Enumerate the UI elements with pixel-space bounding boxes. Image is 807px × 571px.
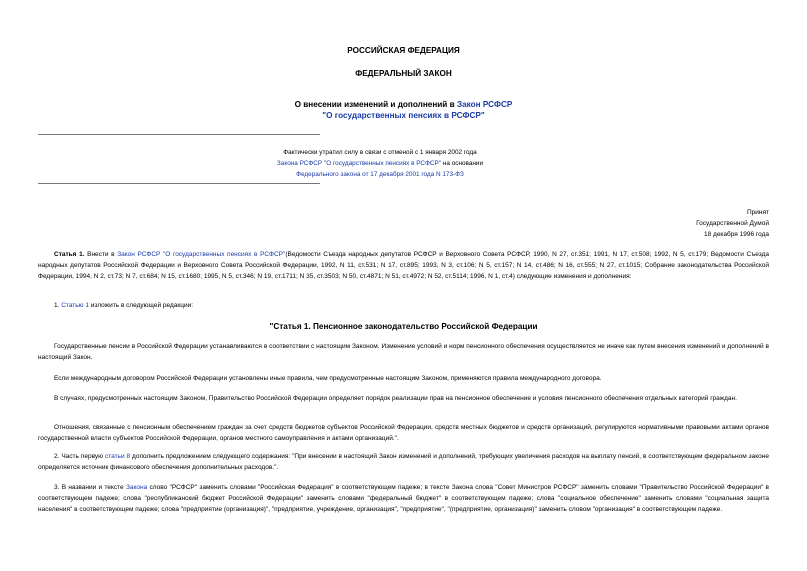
item-3-text: слово "РСФСР" заменить словами "Российская Федерация" в соответствующем падеже; в тексте Закона слова "Совет Министров РСФСР" заменить словами "Правительство Российской Федерации" в соответствующем падеже; слова "республиканский бюджет Российской Федерации" заменить словами "федеральный бюджет" в соответствующем падеже; слова "социальное обеспечение" заменить словами "социальная защита населения" в соответствующем падеже; слова "предприятие (организация)", "предприятие, учреждение, организация", "предприятие", "(предприятие, организация)" заменить словом "организация" в соответствующем падеже. xyxy=(38,484,769,514)
paragraph-2: Если международным договором Российской Федерации установлены иные правила, чем предусмотренные настоящим Законом, применяются правила международного договора. xyxy=(54,375,602,382)
item-1 xyxy=(54,300,769,311)
status-note-line2-text: на основании xyxy=(441,160,484,167)
law-title-prefix: О внесении изменений и дополнений в xyxy=(294,100,457,109)
item-2-link[interactable]: статьи 8 xyxy=(104,453,131,460)
law-title xyxy=(0,99,807,121)
status-note-line3 xyxy=(0,169,760,180)
status-note-law-link[interactable]: Закона РСФСР "О государственных пенсиях в РСФСР" xyxy=(276,160,442,167)
adoption-line2: Государственной Думой xyxy=(696,220,769,227)
law-title-link-2[interactable]: "О государственных пенсиях в РСФСР" xyxy=(322,111,485,120)
article-1-label: Статья 1. xyxy=(54,251,85,258)
status-note-line1: Фактически утратил силу в связи с отменой с 1 января 2002 года xyxy=(283,149,477,156)
article-1-law-link[interactable]: Закон РСФСР "О государственных пенсиях в РСФСР" xyxy=(117,251,286,258)
paragraph-1: Государственные пенсии в Российской Федерации устанавливаются в соответствии с настоящим Законом. Изменение условий и норм пенсионного обеспечения осуществляется не иначе как путем внесения изменений и дополнений в настоящий Закон. xyxy=(38,343,769,362)
adoption-line1: Принят xyxy=(746,209,769,216)
item-3-prefix: 3. В названии и тексте xyxy=(54,484,126,491)
status-note-federal-law-link[interactable]: Федерального закона от 17 декабря 2001 года N 173-ФЗ xyxy=(296,171,464,178)
new-article-heading: "Статья 1. Пенсионное законодательство Российской Федерации xyxy=(269,322,538,331)
item-2-text: дополнить предложением следующего содержания: "При внесении в настоящий Закон изменений и дополнений, требующих увеличения расходов на выплату пенсий, в соответствующем федеральном законе определяется источник финансового обеспечения дополнительных расходов.". xyxy=(38,453,769,472)
adoption-block xyxy=(696,207,769,240)
item-2 xyxy=(38,451,769,473)
item-2-prefix: 2. Часть первую xyxy=(54,453,105,460)
divider-top xyxy=(38,134,320,135)
item-3-link[interactable]: Закона xyxy=(125,484,148,491)
adoption-line3: 18 декабря 1996 года xyxy=(703,231,769,238)
law-type-heading: ФЕДЕРАЛЬНЫЙ ЗАКОН xyxy=(355,69,452,78)
paragraph-3: В случаях, предусмотренных настоящим Законом, Правительство Российской Федерации определяет порядок реализации прав на пенсионное обеспечение и условия пенсионного обеспечения отдельных категорий граждан. xyxy=(54,395,737,402)
status-note-line2 xyxy=(0,158,760,169)
article-1-paragraph xyxy=(38,249,769,283)
law-title-link[interactable]: Закон РСФСР xyxy=(456,100,513,109)
paragraph-4: Отношения, связанные с пенсионным обеспечением граждан за счет средств бюджетов субъектов Российской Федерации, средств местных бюджетов и средств организаций, регулируются нормативными правовыми актами органов государственной власти субъектов Российской Федерации, органов местного самоуправления и актами организаций.". xyxy=(38,424,769,443)
item-1-text: изложить в следующей редакции: xyxy=(88,302,194,309)
item-1-prefix: 1. xyxy=(54,302,62,309)
status-note xyxy=(0,147,760,180)
divider-bottom xyxy=(38,183,320,184)
item-3 xyxy=(38,482,769,516)
article-1-intro: Внести в xyxy=(84,251,118,258)
article-1-text: (Ведомости Съезда народных депутатов РСФСР и Верховного Совета РСФСР, 1990, N 27, ст.351; 1991, N 17, ст.508; 1992, N 5, ст.179; Ведомости Съезда народных депутатов Российской Федерации и Верховного Совета Российской Федерации, 1992, N 11, ст.531; N 17, ст.895; 1993, N 3, ст.106; N 5, ст.157; N 14, ст.486; N 16, ст.555; N 27, ст.1015; Собрание законодательства Российской Федерации, 1994, N 2, ст.73; N 7, ст.684; N 15, ст.1680; 1995, N 5, ст.346; N 19, ст.1711; N 35, ст.3503; N 50, ст.4871; N 51, ст.4972; N 52, ст.5114; 1996, N 1, ст.4) следующие изменения и дополнения: xyxy=(38,251,770,281)
item-1-link[interactable]: Статью 1 xyxy=(61,302,89,309)
country-heading: РОССИЙСКАЯ ФЕДЕРАЦИЯ xyxy=(347,46,460,55)
